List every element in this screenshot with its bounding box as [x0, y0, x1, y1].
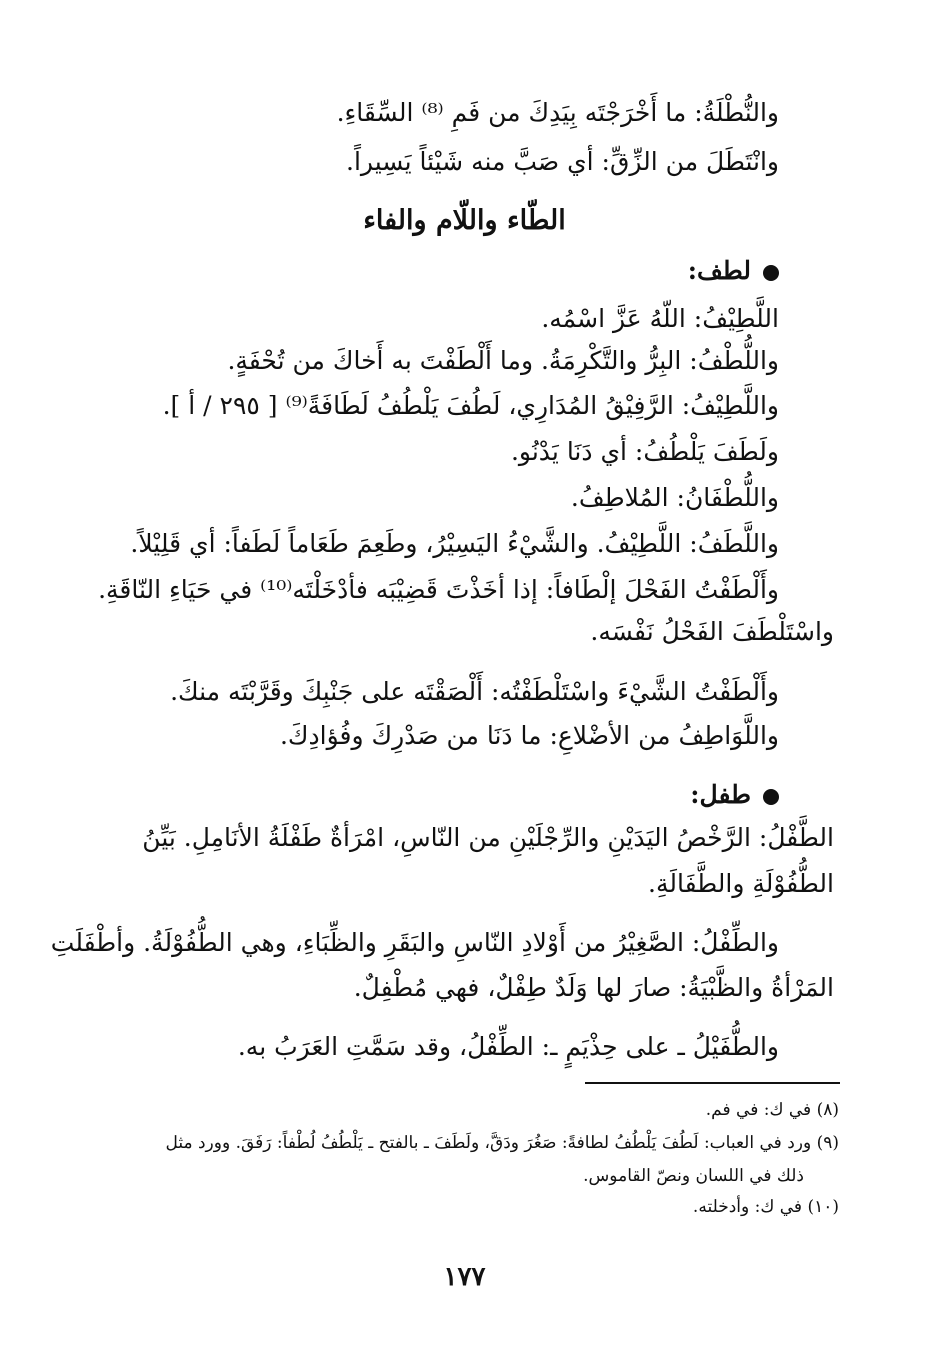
text-line: المَرْأةُ والظَّبْيَةُ: صارَ لها وَلَدٌ طِفْلٌ، فهي مُطْفِلٌ. [353, 973, 834, 1002]
footnote-9: (٩) ورد في العباب: لَطُفَ يَلْطُفُ لطافةً: صَغُرَ ودَقَّ، ولَطَفَ ـ بالفتح ـ يَلْطُفُ لُطْفاً: رَفَقَ. وورد مثل [165, 1133, 839, 1153]
entry-heading-lutf [688, 255, 779, 287]
text-line: والطِّفْلُ: الصَّغِيْرُ من أَوْلادِ النّاسِ والبَقَرِ والظِّبَاءِ، وهي الطُّفُوْلَةُ. وأطْفَلَتِ [50, 928, 779, 957]
text-line: وأَلْطَفْتُ الشَّيْءَ واسْتَلْطَفْتُه: أَلْصَقْتَه على جَنْبِكَ وقَرَّبْتَه منكَ. [170, 677, 779, 706]
text-line: الطُّفُوْلَةِ والطَّفَالَةِ. [648, 869, 834, 898]
text-line: واللُّطْفُ: البِرُّ والتَّكْرِمَةُ. وما أَلْطَفْتَ به أَخاكَ من تُحْفَةٍ. [227, 346, 779, 375]
text-line: واللَّوَاطِفُ من الأضْلاعِ: ما دَنَا من صَدْرِكَ وفُؤادِكَ. [279, 721, 779, 750]
text-line: اللَّطِيْفُ: اللّهُ عَزَّ اسْمُه. [541, 304, 779, 333]
bullet-icon [763, 789, 779, 805]
text-line: واللُّطْفَانُ: المُلاطِفُ. [570, 483, 779, 512]
footnote-9-continued: ذلك في اللسان ونصّ القاموس. [583, 1166, 804, 1186]
text-line: واللَّطِيْفُ: الرَّفِيْقُ المُدَارِي، لَطُفَ يَلْطُفُ لَطَافَةً⁽⁹⁾ [ ٢٩٥ / أ ]. [162, 391, 779, 420]
footnote-10: (١٠) في ك: وأدخلته. [692, 1197, 839, 1217]
section-heading: الطّاء واللّام والفاء [363, 205, 566, 236]
text-line: وأَلْطَفْتُ الفَحْلَ إلْطَافاً: إذا أخَذْتَ قَضِيْبَه فأدْخَلْتَه⁽¹⁰⁾ في حَيَاءِ النّاقَةِ. [98, 575, 779, 604]
text-line: ولَطَفَ يَلْطُفُ: أي دَنَا يَدْنُو. [510, 437, 779, 466]
footnote-8: (٨) في ك: في فم. [705, 1100, 839, 1120]
page-number: ١٧٧ [443, 1262, 486, 1292]
bullet-icon [763, 265, 779, 281]
text-line-intatala: وانْتَطَلَ من الزِّقِّ: أي صَبَّ منه شَيْئاً يَسِيراً. [346, 147, 779, 176]
text-line: الطَّفْلُ: الرَّخْصُ اليَدَيْنِ والرِّجْلَيْنِ من النّاسِ، امْرَأةٌ طَفْلَةُ الأنَامِلِ. بَيِّنُ [142, 823, 834, 852]
text-line: والطُّفَيْلُ ـ على حِذْيَمٍ ـ: الطِّفْلُ، وقد سَمَّتِ العَرَبُ به. [237, 1032, 779, 1061]
entry-heading-tifl [690, 779, 779, 811]
entry-heading-label: لطف: [687, 256, 751, 285]
text-line-natla: والنُّطْلَةُ: ما أَخْرَجْتَه بِيَدِكَ من فَمِ ⁽⁸⁾ السِّقَاءِ. [336, 98, 779, 127]
text-line: واللَّطَفُ: اللَّطِيْفُ. والشَّيْءُ اليَسِيْرُ، وطَعِمَ طَعَاماً لَطَفاً: أي قَلِيْلاً. [130, 529, 779, 558]
text-line: واسْتَلْطَفَ الفَحْلُ نَفْسَه. [590, 617, 834, 646]
entry-heading-label: طفل: [690, 780, 751, 809]
footnote-divider [585, 1082, 840, 1084]
